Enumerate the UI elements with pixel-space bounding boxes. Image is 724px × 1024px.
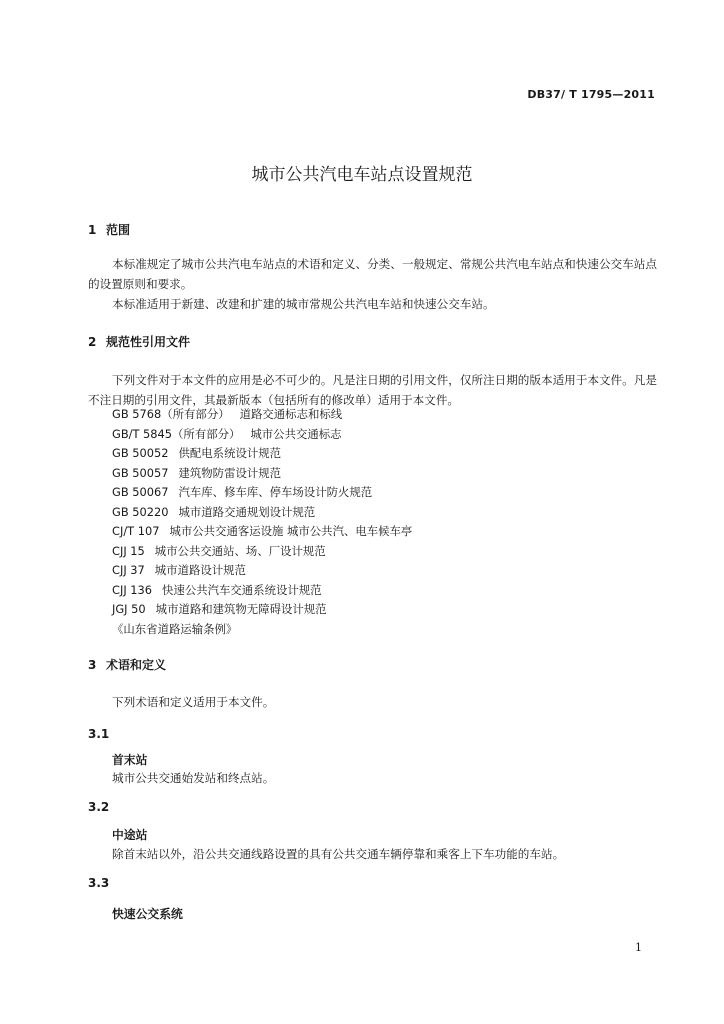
term-definition: 除首末站以外，沿公共交通线路设置的具有公共交通车辆停靠和乘客上下车功能的车站。 [112, 847, 565, 861]
reference-item [112, 425, 412, 445]
reference-code: CJ/T 107 [112, 524, 160, 538]
reference-item [112, 522, 412, 542]
reference-name: 快速公共汽车交通系统设计规范 [162, 582, 322, 597]
section-1-paragraph-1: 本标准规定了城市公共汽电车站点的术语和定义、分类、一般规定、常规公共汽电车站点和快速公交车站点的设置原则和要求。 [88, 257, 657, 291]
reference-item [112, 405, 412, 425]
reference-code: GB 50052 [112, 446, 169, 460]
section-2-heading [88, 333, 190, 350]
reference-item [112, 581, 412, 601]
term-definition: 城市公共交通始发站和终点站。 [112, 771, 275, 785]
reference-code: GB 50057 [112, 465, 169, 480]
term-title: 中途站 [112, 828, 148, 842]
section-1-heading [88, 221, 130, 238]
subsection-number: 3.1 [88, 727, 110, 741]
section-number: 1 [88, 223, 97, 237]
section-number: 3 [88, 658, 97, 672]
reference-item [112, 600, 412, 620]
reference-code: GB 5768（所有部分） [112, 407, 230, 421]
reference-code: GB/T 5845（所有部分） [112, 426, 241, 441]
reference-code: CJJ 136 [112, 582, 153, 597]
reference-name: 城市公共交通站、场、厂设计规范 [154, 543, 326, 558]
section-title: 术语和定义 [106, 658, 167, 672]
reference-item [112, 444, 412, 464]
reference-code: JGJ 50 [112, 602, 146, 616]
reference-code: GB 50220 [112, 504, 169, 519]
reference-item [112, 542, 412, 562]
reference-list [112, 405, 412, 639]
document-title: 城市公共汽电车站点设置规范 [251, 165, 473, 185]
reference-item [112, 503, 412, 523]
doc-code: DB37/ T 1795—2011 [527, 88, 655, 101]
reference-code: CJJ 37 [112, 563, 145, 577]
subsection-number: 3.3 [88, 876, 110, 890]
reference-name: 道路交通标志和标线 [239, 407, 343, 421]
page-number: 1 [635, 941, 642, 954]
reference-name: 建筑物防雷设计规范 [178, 465, 282, 480]
reference-name: 城市道路交通规划设计规范 [178, 504, 316, 519]
reference-name: 城市道路和建筑物无障碍设计规范 [155, 602, 327, 616]
reference-code: CJJ 15 [112, 543, 145, 558]
section-3-paragraph-1: 下列术语和定义适用于本文件。 [112, 695, 275, 709]
section-2-paragraph-1: 下列文件对于本文件的应用是必不可少的。凡是注日期的引用文件，仅所注日期的版本适用于本文件。凡是不注日期的引用文件，其最新版本（包括所有的修改单）适用于本文件。 [88, 373, 657, 407]
reference-item [112, 620, 412, 640]
reference-name: 城市公共交通标志 [250, 426, 342, 441]
section-3-heading [88, 656, 166, 673]
reference-name: 汽车库、修车库、停车场设计防火规范 [178, 485, 373, 499]
subsection-number: 3.2 [88, 800, 110, 814]
reference-name: 城市道路设计规范 [154, 563, 246, 577]
reference-name: 《山东省道路运输条例》 [112, 621, 238, 636]
term-title: 首末站 [112, 753, 148, 767]
section-title: 规范性引用文件 [106, 335, 191, 349]
reference-name: 城市公共交通客运设施 城市公共汽、电车候车亭 [169, 524, 413, 538]
section-title: 范围 [106, 223, 131, 237]
reference-item [112, 464, 412, 484]
reference-item [112, 483, 412, 503]
section-1-paragraph-2: 本标准适用于新建、改建和扩建的城市常规公共汽电车站和快速公交车站。 [112, 297, 495, 311]
term-title: 快速公交系统 [112, 907, 183, 921]
reference-code: GB 50067 [112, 485, 169, 499]
reference-name: 供配电系统设计规范 [178, 446, 282, 460]
reference-item [112, 561, 412, 581]
section-number: 2 [88, 335, 97, 349]
